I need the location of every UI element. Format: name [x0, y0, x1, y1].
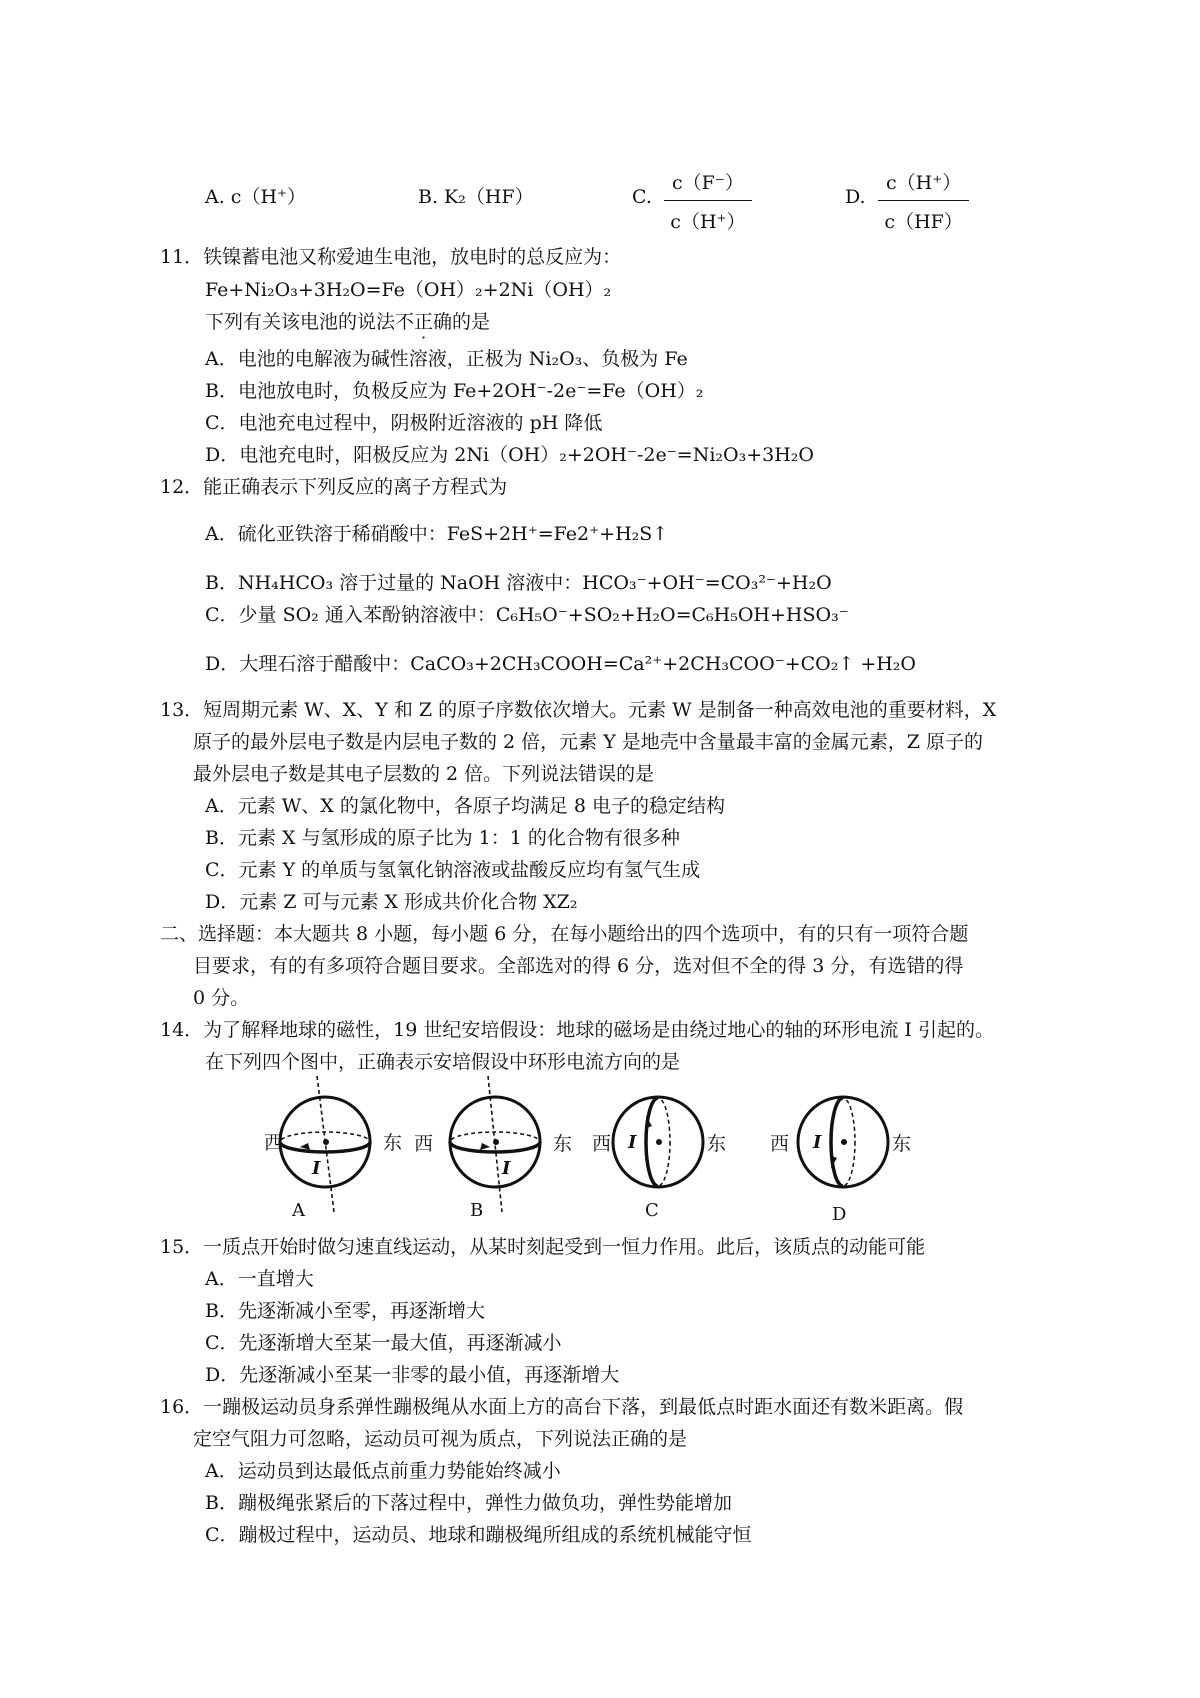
- q16-stem-line-1: 16．一蹦极运动员身系弹性蹦极绳从水面上方的高台下落，到最低点时距水面还有数米距离。假: [160, 1396, 964, 1418]
- q10-option-d-denominator: c（HF）: [884, 211, 963, 233]
- q10-option-c-fraction: [664, 168, 752, 234]
- q15-option-a: A．一直增大: [205, 1268, 314, 1290]
- q10-option-c-label: C.: [632, 186, 652, 208]
- q15-option-c: C．先逐渐增大至某一最大值，再逐渐减小: [205, 1332, 562, 1354]
- q11-option-b: B．电池放电时，负极反应为 Fe+2OH⁻-2e⁻=Fe（OH）₂: [205, 380, 704, 402]
- q11-option-d: D．电池充电时，阳极反应为 2Ni（OH）₂+2OH⁻-2e⁻=Ni₂O₃+3H₂O: [205, 444, 814, 466]
- q15-stem: 15．一质点开始时做匀速直线运动，从某时刻起受到一恒力作用。此后，该质点的动能可能: [160, 1236, 926, 1258]
- q10-option-d-label: D.: [845, 186, 866, 208]
- q14-current-label-c: I: [628, 1132, 637, 1153]
- q14-diagram-label-c: C: [645, 1200, 659, 1221]
- q14-stem-line-2: 在下列四个图中，正确表示安培假设中环形电流方向的是: [205, 1051, 681, 1073]
- q10-option-b: B. K₂（HF）: [418, 186, 534, 208]
- q10-option-d-fraction: [878, 168, 969, 234]
- q14-diagram-d: [770, 1097, 911, 1225]
- q14-east-label-a: 东: [383, 1132, 403, 1154]
- q10-option-c-numerator: c（F⁻）: [664, 168, 752, 201]
- q13-option-d: D．元素 Z 可与元素 X 形成共价化合物 XZ₂: [205, 891, 578, 913]
- q10-option-d-numerator: c（H⁺）: [878, 168, 969, 201]
- q11-option-a: A．电池的电解液为碱性溶液，正极为 Ni₂O₃、负极为 Fe: [205, 348, 688, 370]
- q13-stem-line-3: 最外层电子数是其电子层数的 2 倍。下列说法错误的是: [193, 763, 655, 785]
- q10-option-a: A. c（H⁺）: [205, 186, 307, 208]
- q14-west-label-d: 西: [770, 1133, 790, 1155]
- q11-option-c: C．电池充电过程中，阴极附近溶液的 pH 降低: [205, 412, 603, 434]
- q11-equation: Fe+Ni₂O₃+3H₂O=Fe（OH）₂+2Ni（OH）₂: [205, 279, 612, 301]
- q14-west-label-c: 西: [592, 1133, 612, 1155]
- q11-question: [205, 313, 490, 332]
- q14-diagram-a: [264, 1076, 402, 1221]
- q12-option-a: A．硫化亚铁溶于稀硝酸中：FeS+2H⁺=Fe2⁺+H₂S↑: [205, 523, 669, 545]
- q14-current-label-d: I: [813, 1132, 822, 1153]
- q13-option-b: B．元素 X 与氢形成的原子比为 1：1 的化合物有很多种: [205, 827, 680, 849]
- q14-west-label-b: 西: [414, 1133, 434, 1155]
- q14-diagram-label-b: B: [470, 1200, 484, 1221]
- section2-line-1: 二、选择题：本大题共 8 小题，每小题 6 分，在每小题给出的四个选项中，有的只有一项符合题: [160, 923, 969, 945]
- q12-stem: 12．能正确表示下列反应的离子方程式为: [160, 476, 508, 498]
- q13-option-a: A．元素 W、X 的氯化物中，各原子均满足 8 电子的稳定结构: [205, 795, 726, 817]
- q11-stem: 11．铁镍蓄电池又称爱迪生电池，放电时的总反应为：: [160, 246, 622, 268]
- q14-stem-line-1: 14．为了解释地球的磁性，19 世纪安培假设：地球的磁场是由绕过地心的轴的环形电流 I 引起的。: [160, 1019, 994, 1041]
- q13-stem-line-1: 13．短周期元素 W、X、Y 和 Z 的原子序数依次增大。元素 W 是制备一种高效电池的重要材料，X: [160, 699, 997, 721]
- section2-line-2: 目要求，有的有多项符合题目要求。全部选对的得 6 分，选对但不全的得 3 分，有选错的得: [193, 955, 964, 977]
- q14-east-label-d: 东: [892, 1133, 912, 1155]
- q16-option-b: B．蹦极绳张紧后的下落过程中，弹性力做负功，弹性势能增加: [205, 1492, 732, 1514]
- q14-figure: [240, 1070, 1000, 1230]
- q14-current-label-b: I: [502, 1158, 511, 1179]
- q14-diagram-b: [414, 1076, 572, 1221]
- q16-stem-line-2: 定空气阻力可忽略，运动员可视为质点，下列说法正确的是: [193, 1428, 688, 1450]
- q14-east-label-b: 东: [553, 1133, 573, 1155]
- q10-option-c-denominator: c（H⁺）: [670, 211, 746, 233]
- q14-east-label-c: 东: [707, 1133, 727, 1155]
- q16-option-a: A．运动员到达最低点前重力势能始终减小: [205, 1460, 561, 1482]
- q12-option-c: C．少量 SO₂ 通入苯酚钠溶液中：C₆H₅O⁻+SO₂+H₂O=C₆H₅OH+HSO₃⁻: [205, 604, 849, 626]
- q12-option-d: D．大理石溶于醋酸中：CaCO₃+2CH₃COOH=Ca²⁺+2CH₃COO⁻+CO₂↑ +H₂O: [205, 653, 916, 675]
- q12-option-b: B．NH₄HCO₃ 溶于过量的 NaOH 溶液中：HCO₃⁻+OH⁻=CO₃²⁻+H₂O: [205, 572, 832, 594]
- q15-option-b: B．先逐渐减小至零，再逐渐增大: [205, 1300, 485, 1322]
- q14-current-label-a: I: [312, 1158, 321, 1179]
- q11-question-emphasis: 不正确: [395, 311, 453, 333]
- q14-west-label-a: 西: [264, 1132, 284, 1154]
- q15-option-d: D．先逐渐减小至某一非零的最小值，再逐渐增大: [205, 1364, 620, 1386]
- q16-option-c: C．蹦极过程中，运动员、地球和蹦极绳所组成的系统机械能守恒: [205, 1524, 752, 1546]
- q11-question-pre: 下列有关该电池的说法: [205, 311, 396, 333]
- q14-diagram-label-d: D: [832, 1204, 847, 1225]
- q13-stem-line-2: 原子的最外层电子数是内层电子数的 2 倍，元素 Y 是地壳中含量最丰富的金属元素，Z 原子的: [193, 731, 984, 753]
- q14-diagram-label-a: A: [292, 1200, 305, 1221]
- section2-line-3: 0 分。: [193, 987, 250, 1009]
- q13-option-c: C．元素 Y 的单质与氢氧化钠溶液或盐酸反应均有氢气生成: [205, 859, 701, 881]
- q11-question-post: 的是: [452, 311, 491, 333]
- q14-diagram-c: [592, 1097, 726, 1221]
